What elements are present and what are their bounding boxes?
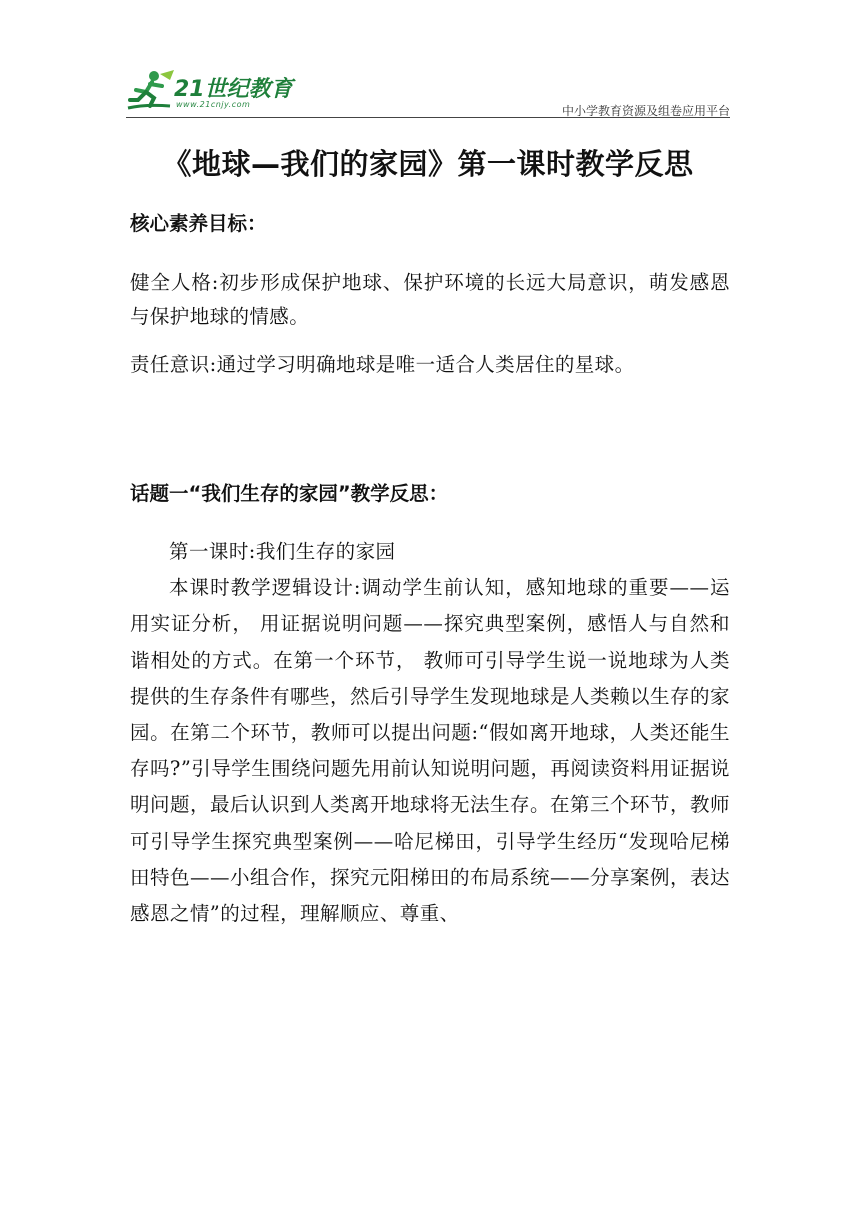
document-body xyxy=(130,208,730,932)
logo-url: www.21cnjy.com xyxy=(176,100,251,109)
logo xyxy=(126,66,296,116)
running-figure-icon xyxy=(126,68,176,114)
page-header xyxy=(126,66,730,118)
core-goals-heading: 核心素养目标： xyxy=(130,212,267,235)
lesson-body: 本课时教学逻辑设计:调动学生前认知，感知地球的重要——运用实证分析， 用证据说明问题——探究典型案例，感悟人与自然和谐相处的方式。在第一个环节， 教师可引导学生说一说地球为人类提供的生存条件有哪些，然后引导学生发现地球是人类赖以生存的家园。在第二个环节，教师可以提出问题:“假如离开地球，人类还能生存吗?”引导学生围绕问题先用前认知说明问题，再阅读资料用证据说明问题，最后认识到人类离开地球将无法生存。在第三个环节，教师可引导学生探究典型案例——哈尼梯田，引导学生经历“发现哈尼梯田特色——小组合作，探究元阳梯田的布局系统——分享案例，表达感恩之情”的过程，理解顺应、尊重、 xyxy=(130,576,730,926)
lesson-title: 第一课时:我们生存的家园 xyxy=(169,540,396,563)
goal-personality: 健全人格:初步形成保护地球、保护环境的长远大局意识，萌发感恩与保护地球的情感。 xyxy=(130,271,730,328)
header-divider xyxy=(126,117,730,118)
topic-heading: 话题一“我们生存的家园”教学反思： xyxy=(130,482,449,505)
platform-name: 中小学教育资源及组卷应用平台 xyxy=(561,104,730,118)
page-title: 《地球—我们的家园》第一课时教学反思 xyxy=(162,147,694,181)
logo-text: 21世纪教育 xyxy=(174,77,293,102)
goal-responsibility: 责任意识:通过学习明确地球是唯一适合人类居住的星球。 xyxy=(130,353,635,376)
